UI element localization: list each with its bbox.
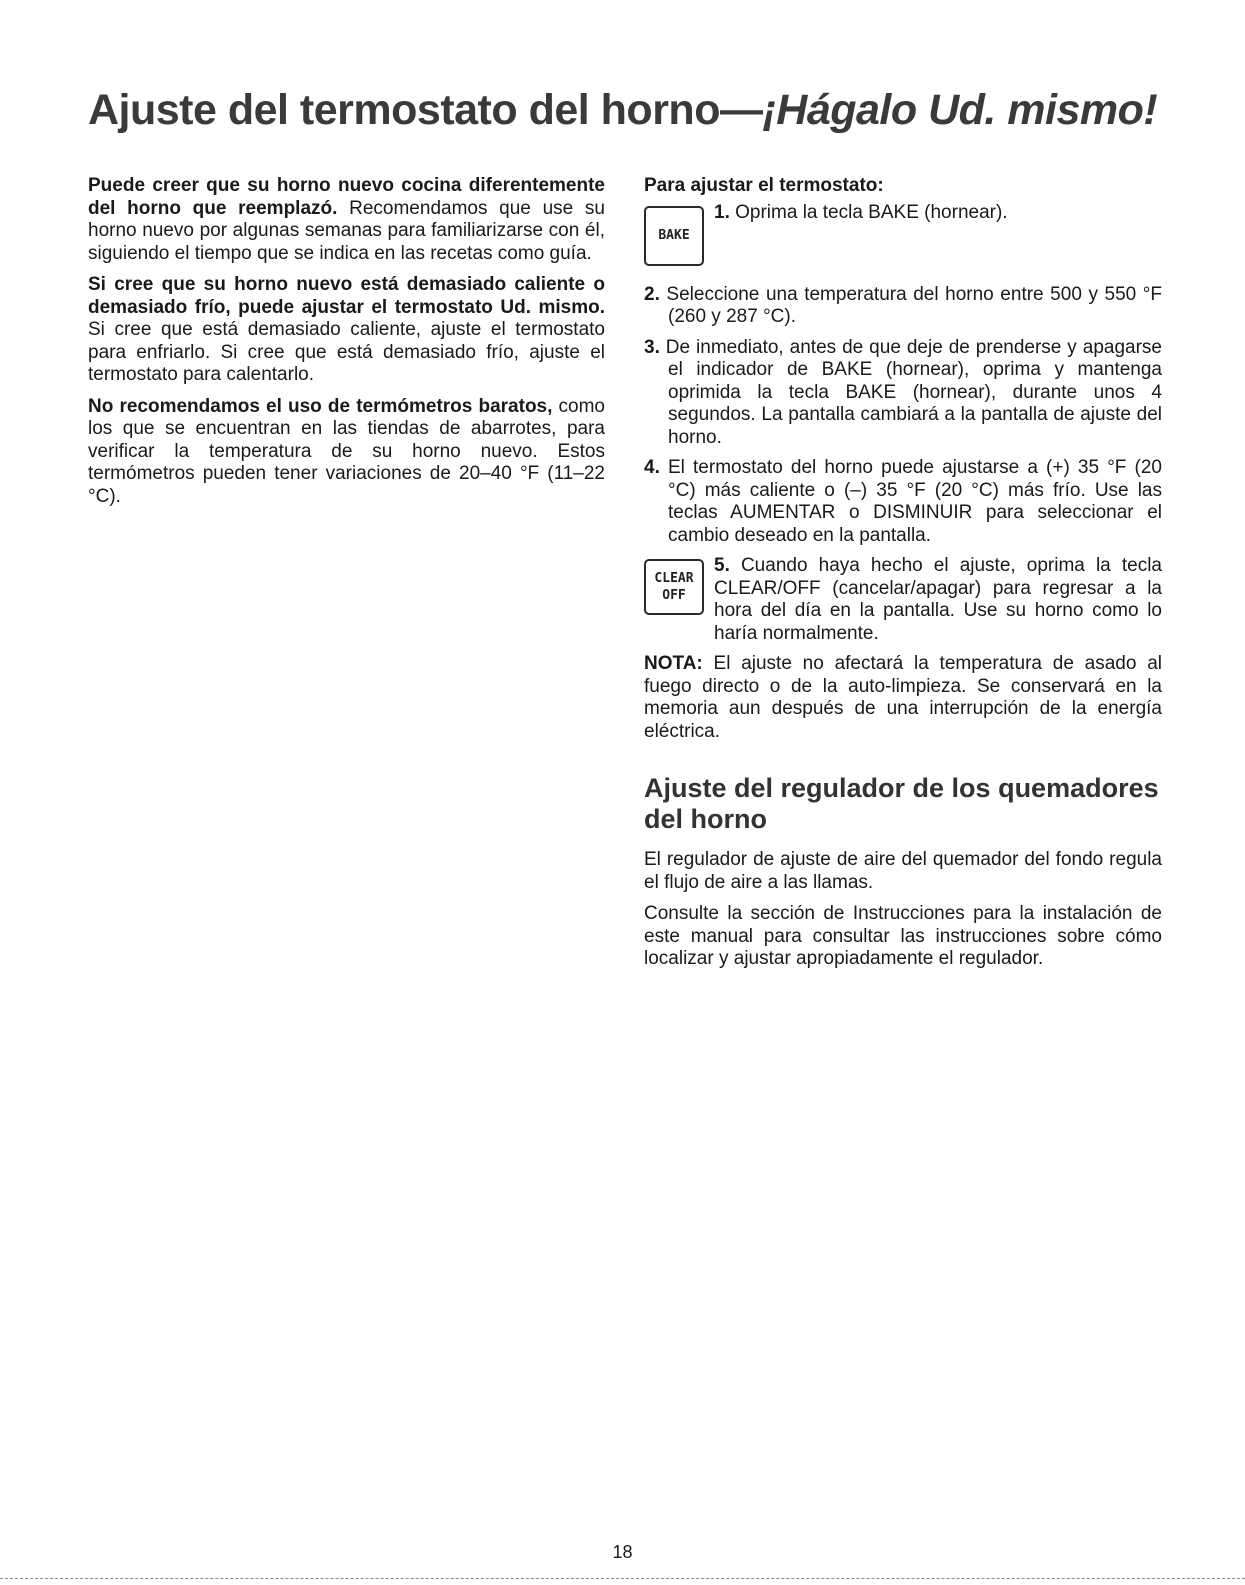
thermometer-text: como los que se encuentran en las tiendas de abarrotes, para verificar la temperatura de su horno nuevo. Estos termómetros pueden tener variaciones de 20–40 °F (11–22 °C).: [88, 395, 605, 507]
left-column: [88, 175, 605, 517]
intro-bold: Puede creer que su horno nuevo cocina diferentemente del horno que reemplazó.: [88, 175, 605, 219]
burner-paragraph-2: Consulte la sección de Instrucciones para la instalación de este manual para consultar las instrucciones sobre cómo localizar y ajustar apropiadamente el regulador.: [644, 903, 1162, 969]
clear-off-key-icon: [644, 559, 704, 615]
step-5-text: [714, 555, 1162, 645]
nota-text: El ajuste no afectará la temperatura de asado al fuego directo o de la auto-limpieza. Se conservará en la memoria aun después de una interrupción de la energía eléctrica.: [644, 653, 1162, 742]
right-column: [644, 175, 1162, 980]
intro-text: Recomendamos que use su horno nuevo por algunas semanas para familiarizarse con él, siguiendo el tiempo que se indica en las recetas como guía.: [88, 197, 605, 264]
off-key-label: OFF: [662, 588, 686, 603]
step-4-body: El termostato del horno puede ajustarse a (+) 35 °F (20 °C) más caliente o (–) 35 °F (20 °C) más frío. Use las teclas AUMENTAR o DISMINUIR para seleccionar el cambio deseado en la pantalla.: [659, 457, 1162, 546]
step-2: [644, 284, 1162, 329]
step-1: [644, 202, 1162, 266]
step-5: [644, 555, 1162, 645]
step-5-body: Cuando haya hecho el ajuste, oprima la tecla CLEAR/OFF (cancelar/apagar) para regresar a la hora del día en la pantalla. Use su horno como lo haría normalmente.: [714, 555, 1162, 644]
adjust-text: Si cree que está demasiado caliente, ajuste el termostato para enfriarlo. Si cree que está demasiado frío, ajuste el termostato para calentarlo.: [88, 319, 605, 385]
step-1-body: Oprima la tecla BAKE (hornear).: [729, 201, 1008, 223]
step-4-number: 4.: [644, 457, 660, 478]
burner-paragraph-1: El regulador de ajuste de aire del quemador del fondo regula el flujo de aire a las llamas.: [644, 849, 1162, 893]
nota-label: NOTA:: [644, 653, 703, 674]
step-1-number: 1.: [714, 201, 730, 223]
step-1-text: [714, 202, 1008, 225]
bottom-rule: [0, 1578, 1245, 1579]
page-title: [88, 86, 1168, 135]
adjust-paragraph: [88, 274, 605, 387]
page-title-emphasis: ¡Hágalo Ud. mismo!: [762, 86, 1158, 134]
intro-paragraph: [88, 175, 605, 265]
step-2-body: Seleccione una temperatura del horno entre 500 y 550 °F (260 y 287 °C).: [659, 283, 1162, 327]
step-5-number: 5.: [714, 555, 730, 576]
step-3: [644, 337, 1162, 450]
bake-key-icon: [644, 206, 704, 266]
bake-key-label: BAKE: [658, 228, 690, 243]
thermometer-paragraph: [88, 396, 605, 509]
adjust-bold: Si cree que su horno nuevo está demasiado caliente o demasiado frío, puede ajustar el termostato Ud. mismo.: [88, 274, 605, 318]
page-number: 18: [612, 1542, 633, 1562]
page-title-main: Ajuste del termostato del horno—: [88, 86, 763, 134]
clear-key-label: CLEAR: [654, 571, 694, 586]
step-4: [644, 457, 1162, 547]
steps-subheading: Para ajustar el termostato:: [644, 175, 884, 196]
burner-section-title: Ajuste del regulador de los quemadores del horno: [644, 773, 1159, 834]
thermometer-bold: No recomendamos el uso de termómetros baratos,: [88, 395, 553, 417]
step-3-body: De inmediato, antes de que deje de prenderse y apagarse el indicador de BAKE (hornear), oprima y mantenga oprimida la tecla BAKE (hornear), durante unos 4 segundos. La pantalla cambiará a la pantalla de ajuste del horno.: [659, 336, 1162, 448]
step-3-number: 3.: [644, 336, 660, 358]
step-2-number: 2.: [644, 283, 660, 305]
nota-paragraph: [644, 653, 1162, 743]
